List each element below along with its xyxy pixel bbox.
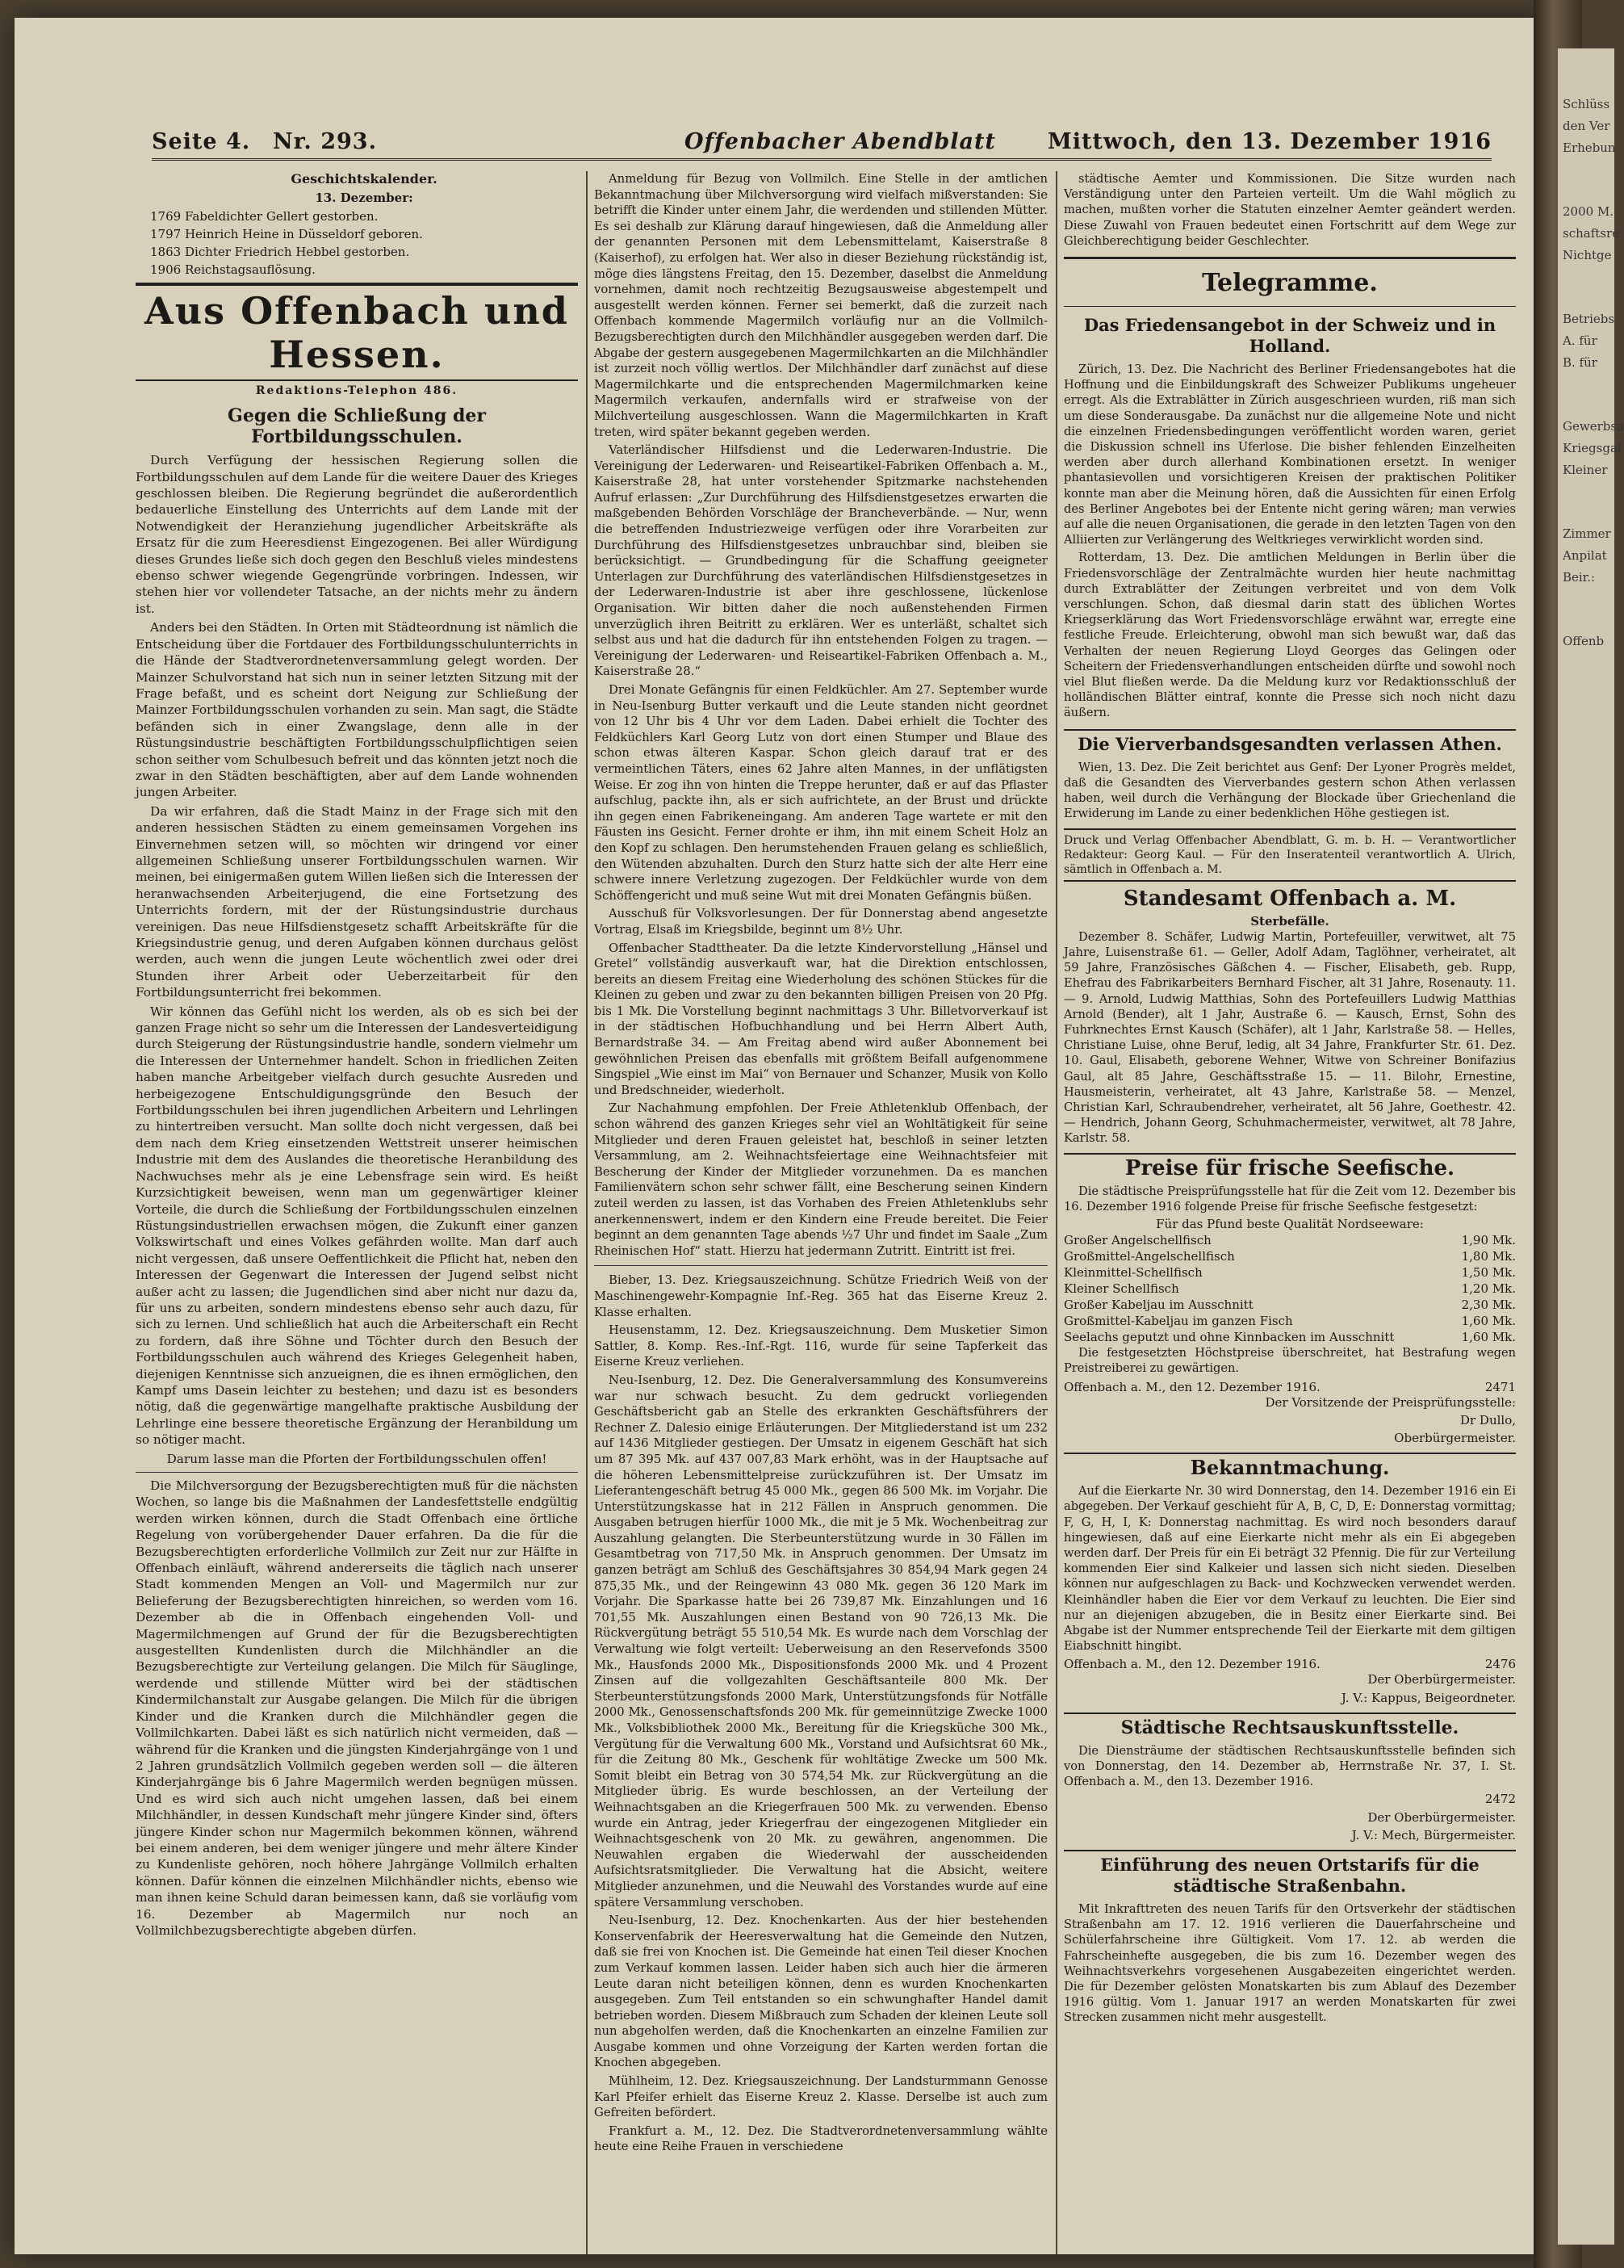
fish-price-row — [1064, 1297, 1516, 1313]
fish-name: Großer Kabeljau im Ausschnitt — [1064, 1297, 1254, 1313]
fish-price: 1,60 Mk. — [1461, 1314, 1516, 1329]
column-3 — [1064, 171, 1516, 2238]
fish-name: Seelachs geputzt und ohne Kinnbacken im Ausschnitt — [1064, 1330, 1395, 1345]
column-1 — [136, 171, 578, 2238]
fish-price-list — [1064, 1232, 1516, 1345]
fish-name: Kleiner Schellfisch — [1064, 1281, 1179, 1297]
adjacent-page-fragment: A. für — [1563, 333, 1597, 348]
announcement-footer — [1064, 1656, 1516, 1672]
adjacent-page-fragment: Schlüss — [1563, 97, 1610, 111]
fish-price-row — [1064, 1313, 1516, 1329]
fish-name: Kleinmittel-Schellfisch — [1064, 1265, 1203, 1281]
column-rule — [586, 171, 588, 2254]
calendar-entry: 1906 Reichstagsauflösung. — [150, 262, 316, 277]
fish-price-row — [1064, 1264, 1516, 1281]
deaths-title: Sterbefälle. — [1250, 913, 1329, 929]
announcement-title: Bekanntmachung. — [1064, 1453, 1516, 1478]
fish-price: 1,20 Mk. — [1461, 1281, 1516, 1297]
fish-prices-note: Die festgesetzten Höchstpreise überschreitet, hat Bestrafung wegen Preistreiberei zu gewärtigen. — [1064, 1346, 1516, 1376]
fish-price-row — [1064, 1232, 1516, 1248]
calendar-entry: 1863 Dichter Friedrich Hebbel gestorben. — [150, 244, 410, 259]
registry-title: Standesamt Offenbach a. M. — [1123, 886, 1457, 911]
peace-offer-title: Das Friedensangebot in der Schweiz und in Holland. — [1083, 315, 1496, 357]
fish-price-row — [1064, 1281, 1516, 1297]
news-item: Offenbacher Stadttheater. Da die letzte Kindervorstellung „Hänsel und Gretel“ vollständig ausverkauft war, hat die Direktion entschlossen, bereits an diesem Freitag eine Wiederholung des schönen Stückes für die Kleinen zu geben und zwar zu den bekannten billigen Preisen von 20 Pfg. bis 1 Mk. Die Vorstellung beginnt nachmittags 3 Uhr. Billetvorverkauf ist in der städtischen Hofbuchhandlung und bei Herrn Albert Auth, Bernardstraße 34. — Am Freitag abend wird außer Abonnement bei gewöhnlichen Preisen das ebenfalls mit größtem Beifall aufgenommene Singspiel „Wie einst im Mai“ von Bernauer und Schanzer, Musik von Kollo und Bredschneider, wiederholt. — [594, 941, 1048, 1097]
fish-price-row — [1064, 1248, 1516, 1264]
legal-office-text: Die Diensträume der städtischen Rechtsauskunftsstelle befinden sich von Donnerstag, den 14. Dezember ab, Herrnstraße Nr. 37, I. St. Offenbach a. M., den 13. Dezember 1916. — [1064, 1743, 1516, 1789]
fish-price: 1,80 Mk. — [1461, 1249, 1516, 1264]
news-item: Rotterdam, 13. Dez. Die amtlichen Meldungen in Berlin über die Friedensvorschläge der Zentralmächte wurden hier heute nachmittag durch Extrablätter der Zeitungen verbreitet und von dem Volk verschlungen. Schon, daß diesmal darin statt des üblichen Wortes Kriegserklärung das Wort Friedensvorschläge erwähnt war, erregte eine festliche Freude. Erleichterung, obwohl man sich bewußt war, daß das Verhalten der neuen Regierung Lloyd Georges das Gelingen oder Scheitern der Friedensverhandlungen entscheiden dürfte und sowohl noch viel Blut fließen werde. Da die Meldung kurz vor Redaktionsschluß der holländischen Blätter eintraf, konnte die Presse sich noch nicht dazu äußern. — [1064, 551, 1516, 720]
fish-price: 2,30 Mk. — [1461, 1297, 1516, 1313]
adjacent-page-fragment: Offenb — [1563, 634, 1605, 648]
signature-line: Der Vorsitzende der Preisprüfungsstelle: — [1265, 1394, 1516, 1410]
issue-number: Nr. 293. — [273, 129, 377, 154]
fish-name: Großmittel-Angelschellfisch — [1064, 1249, 1235, 1264]
adjacent-page-fragment: Anpilat — [1563, 548, 1607, 563]
adjacent-page-fragment: Betriebs — [1563, 312, 1615, 326]
fish-prices-subtitle: Für das Pfund beste Qualität Nordseeware: — [1156, 1216, 1424, 1231]
adjacent-page-fragment: schaftsre — [1563, 226, 1620, 241]
fish-price: 1,90 Mk. — [1461, 1233, 1516, 1248]
news-item: Wien, 13. Dez. Die Zeit berichtet aus Genf: Der Lyoner Progrès meldet, daß die Gesandten des Vierverbandes gestern schon Athen verlassen haben, weil durch die Verhängung der Blockade über Griechenland die Erwiderung im Lande zu einer bedenklichen Höhe gestiegen ist. — [1064, 760, 1516, 821]
adjacent-page-fragment: Zimmer — [1563, 526, 1611, 541]
adjacent-page-fragment: Kleiner — [1563, 463, 1608, 477]
page-header — [152, 126, 1492, 161]
announcement-ref: 2476 — [1484, 1657, 1516, 1672]
athens-title: Die Vierverbandsgesandten verlassen Athen. — [1064, 729, 1516, 755]
signature-line: Dr Dullo, — [1459, 1412, 1516, 1427]
adjacent-page-fragment: den Ver — [1563, 119, 1610, 133]
article-closing: Darum lasse man die Pforten der Fortbildungsschulen offen! — [166, 1451, 547, 1466]
news-item: Mühlheim, 12. Dez. Kriegsauszeichnung. Der Landsturmmann Genosse Karl Pfeifer erhielt das Eiserne Kreuz 2. Klasse. Derselbe ist auch zum Gefreiten befördert. — [594, 2074, 1048, 2120]
legal-office-title: Städtische Rechtsauskunftsstelle. — [1064, 1713, 1516, 1738]
column-rule — [1056, 171, 1057, 2254]
news-item: Ausschuß für Volksvorlesungen. Der für Donnerstag abend angesetzte Vortrag, Elsaß im Kriegsbilde, beginnt um 8½ Uhr. — [594, 907, 1048, 937]
adjacent-page-fragment: Gewerbsa — [1563, 419, 1624, 434]
fish-price: 1,60 Mk. — [1461, 1330, 1516, 1345]
adjacent-page-fragment: Kriegsgal — [1563, 441, 1622, 455]
adjacent-page-edge — [1558, 48, 1624, 2245]
fish-prices-intro: Die städtische Preisprüfungsstelle hat für die Zeit vom 12. Dezember bis 16. Dezember 1916 folgende Preise für frische Seefische festgesetzt: — [1064, 1184, 1516, 1214]
news-item: städtische Aemter und Kommissionen. Die Sitze wurden nach Verständigung unter den Parteien verteilt. Um die Wahl möglich zu machen, mußten vorher die Statuten einzelner Aemter geändert werden. Diese Zuwahl von Frauen bedeutet einen Fortschritt auf dem Wege zur Gleichberechtigung beider Geschlechter. — [1064, 172, 1516, 248]
fish-price-row — [1064, 1329, 1516, 1345]
article-paragraph: Wir können das Gefühl nicht los werden, als ob es sich bei der ganzen Frage nicht so sehr um die Interessen der Landesverteidigung durch Steigerung der Rüstungsindustrie handle, sondern vielmehr um die Interessen der Unternehmer handelt. Schon in friedlichen Zeiten haben manche Arbeitgeber vielfach durch gesuchte Ausreden und herbeigezogene Entschuldigungsgründe den Besuch der Fortbildungsschulen bei ihren jugendlichen Arbeitern und Lehrlingen zu hintertreiben versucht. Man sollte doch nicht vergessen, daß bei dem nach dem Krieg einsetzenden Wettstreit unserer heimischen Industrie mit dem des Auslandes die theoretische Heranbildung des Nachwuchses mehr als je eine Lebensfrage sein wird. Es heißt Kurzsichtigkeit beweisen, wenn man um gegenwärtiger kleiner Vorteile, die durch die Schließung der Fortbildungsschulen einzelnen Rüstungsindustriellen erwachsen mögen, die Zukunft einer ganzen Volkswirtschaft und eines Volkes gefährden wollte. Man darf auch nicht vergessen, daß unsere Oeffentlichkeit die Pflicht hat, neben den Interessen der Gegenwart die Interessen der Jugend selbst nicht außer acht zu lassen; die Jugendlichen sind aber nicht nur dazu da, für uns zu arbeiten, sondern mindestens ebenso sehr auch dazu, für sich zu lernen. Und schließlich hat auch die Arbeiterschaft ein Recht zu fordern, daß ihre Söhne und Töchter durch den Besuch der Fortbildungsschulen auch während des Krieges Gelegenheit haben, diejenigen Kenntnisse sich anzueignen, die es ihnen ermöglichen, den Kampf ums Dasein leichter zu bestehen; und dazu ist es besonders nötig, daß die gegenwärtige mangelhafte praktische Ausbildung der Lehrlinge eine bessere theoretische Ergänzung der Heranbildung um so nötiger macht. — [136, 1004, 578, 1448]
column-2 — [594, 171, 1048, 2238]
section-title: Aus Offenbach und Hessen. — [136, 283, 578, 381]
page-label: Seite 4. — [152, 129, 251, 154]
calendar-title: Geschichtskalender. — [291, 171, 437, 187]
calendar-date: 13. Dezember: — [315, 191, 413, 206]
fish-prices-title: Preise für frische Seefische. — [1064, 1153, 1516, 1179]
news-item: Anmeldung für Bezug von Vollmilch. Eine Stelle in der amtlichen Bekanntmachung über Milchversorgung wird vielfach mißverstanden: Sie betrifft die Kinder unter einem Jahr, die werdenden und stillenden Mütter. Es sei deshalb zur Klärung darauf hingewiesen, daß die Anmeldung aller der genannten Personen mit dem Lebensmittelamt, Kaiserstraße 8 (Kaiserhof), zu erfolgen hat. Wer also in dieser Beziehung rückständig ist, möge dies längstens Freitag, den 15. Dezember, daselbst die Anmeldung vornehmen, damit noch rechtzeitig Bezugsausweise abgestempelt und ausgestellt werden können. Ferner sei bemerkt, daß die zurzeit nach Offenbach kommende Magermilch vorläufig nur an die Vollmilch-Bezugsberechtigten durch den Milchhändler ausgegeben werden darf. Die Abgabe der gestern ausgegebenen Magermilchkarten an die Milchhändler ist zurzeit noch völlig wertlos. Der Milchhändler darf zunächst auf diese Magermilchkarte und die entsprechenden Magermilchmarken keine Magermilch verkaufen, andernfalls wird er strafweise von der Milchverteilung ausgeschlossen. Wann die Magermilchkarten in Kraft treten, wird später bekannt gegeben werden. — [594, 172, 1048, 439]
fish-name: Großmittel-Kabeljau im ganzen Fisch — [1064, 1314, 1293, 1329]
announcement-place: Offenbach a. M., den 12. Dezember 1916. — [1064, 1657, 1321, 1672]
imprint: Druck und Verlag Offenbacher Abendblatt, G. m. b. H. — Verantwortlicher Redakteur: Georg Kaul. — Für den Inseratenteil verantwortlich A. Ulrich, sämtlich in Offenbach a. M. — [1064, 828, 1516, 882]
article-paragraph: Die Milchversorgung der Bezugsberechtigten muß für die nächsten Wochen, so lange bis die Maßnahmen der Landesfettstelle endgültig werden wirken können, durch die Stadt Offenbach eine örtliche Regelung von vorübergehender Dauer erfahren. Da die für die Bezugsberechtigten erforderliche Vollmilch zur Zeit nur zur Hälfte in Offenbach einläuft, während andererseits die täglich nach unserer Stadt kommenden Mengen an Voll- und Magermilch nur zur Belieferung der Bezugsberechtigten hinreichen, so werden vom 16. Dezember ab die in Offenbach eingehenden Voll- und Magermilchmengen auf Grund der für die Bezugsberechtigten ausgestellten Kundenlisten durch die Milchhändler an die Bezugsberechtigte zur Verteilung gelangen. Die Milch für Säuglinge, werdende und stillende Mütter wird bei der städtischen Kindermilchanstalt zur Ausgabe gelangen. Die Milch für die übrigen Kinder und die Kranken durch die Milchhändler gegen die Vollmilchkarten. Dabei läßt es sich natürlich nicht vermeiden, daß — während für die Kranken und die jüngsten Kinderjahrgänge von 1 und 2 Jahren grundsätzlich Vollmilch gegeben werden soll — die älteren Kinderjahrgänge bis 6 Jahre Magermilch werden begnügen müssen. Und es wird sich auch nicht umgehen lassen, daß bei einem Milchhändler, in dessen Kundschaft mehr jüngere Kinder sind, öfters jüngere Kinder schon nur Magermilch bekommen können, während bei einem anderen, bei dem weniger jüngere und mehr ältere Kinder zu Kundenliste gehören, noch höhere Jahrgänge Vollmilch erhalten können. Dafür können die einzelnen Milchhändler nichts, ebenso wie man ihnen keine Schuld daran beimessen kann, daß sie vorläufig vom 16. Dezember ab Magermilch nur noch an Vollmilchbezugsberechtigte abgeben dürfen. — [136, 1478, 578, 1938]
fish-name: Großer Angelschellfisch — [1064, 1233, 1212, 1248]
signature-line: J. V.: Mech, Bürgermeister. — [1351, 1827, 1516, 1842]
article-paragraph: Durch Verfügung der hessischen Regierung sollen die Fortbildungsschulen auf dem Lande für die weitere Dauer des Krieges geschlossen bleiben. Die Regierung begründet die außerordentlich bedauerliche Einstellung des Unterrichts auf dem Lande mit der Notwendigkeit der Heranziehung jugendlicher Arbeitskräfte als Ersatz für die zum Heeresdienst Eingezogenen. Bei aller Würdigung dieses Grundes ließe sich doch gegen den Beschluß vieles mindestens ebenso schwer wiegende Gegengründe vorbringen. Indessen, wir stehen hier vor vollendeter Tatsache, an der nichts mehr zu ändern ist. — [136, 453, 578, 616]
news-item: Bieber, 13. Dez. Kriegsauszeichnung. Schütze Friedrich Weiß von der Maschinengewehr-Kompagnie Inf.-Reg. 365 hat das Eiserne Kreuz 2. Klasse erhalten. — [594, 1273, 1048, 1319]
article-title: Gegen die Schließung der Fortbildungsschulen. — [228, 405, 486, 448]
announcement-text: Auf die Eierkarte Nr. 30 wird Donnerstag, den 14. Dezember 1916 ein Ei abgegeben. Der Verkauf geschieht für A, B, C, D, E: Donnerstag vormittag; F, G, H, I, K: Donnerstag nachmittag. Es wird noch besonders darauf hingewiesen, daß auf eine Eierkarte nicht mehr als ein Ei abgegeben werden darf. Der Preis für ein Ei beträgt 32 Pfennig. Die für zur Verteilung kommenden Eier sind Kalkeier und lassen sich nicht sieden. Dieselben können nur aufgeschlagen zu Back- und Kochzwecken verwendet werden. Kleinhändler haben die Eier vor dem Verkauf zu leuchten. Die Eier sind nur an diejenigen abzugeben, die in Besitz einer Eierkarte sind. Bei Abgabe ist der Nummer entsprechende Teil der Eierkarte mit dem giltigen Eiabschnitt hingibt. — [1064, 1484, 1516, 1654]
fish-prices-footer — [1064, 1379, 1516, 1395]
calendar-entry: 1769 Fabeldichter Gellert gestorben. — [150, 208, 379, 224]
newspaper-page — [15, 18, 1548, 2254]
history-calendar — [136, 171, 578, 278]
news-item: Drei Monate Gefängnis für einen Feldküchler. Am 27. September wurde in Neu-Isenburg Butter verkauft und die Leute standen nicht geordnet von 12 Uhr bis 4 Uhr vor dem Laden. Dabei erhielt die Tochter des Feldküchlers Karl Georg Lutz von dort einen Stumper und Blaue des schon etwas älteren Kaspar. Schon gleich darauf trat er des vermeintlichen Täters, eines 62 Jahre alten Mannes, in der unflätigsten Weise. Er zog ihn von hinten die Treppe herunter, daß er auf das Pflaster aufschlug, packte ihn, als er sich aufrichtete, an der Brust und drückte ihn gegen einen Fabrikeneingang. Am anderen Tage wartete er mit den Fäusten ins Gesicht. Ferner drohte er ihm, ihn mit einem Scheit Holz an den Kopf zu schlagen. Den herumstehenden Frauen gelang es schließlich, den Wütenden abzuhalten. Durch den Sturz hatte sich der alte Herr eine schwere innere Verletzung zugezogen. Der Feldküchler wurde von dem Schöffengericht und muß seine Wut mit drei Monaten Gefängnis büßen. — [594, 683, 1048, 903]
issue-date: Mittwoch, den 13. Dezember 1916 — [1047, 129, 1492, 154]
news-item: Neu-Isenburg, 12. Dez. Die Generalversammlung des Konsumvereins war nur schwach besucht. Zu dem gedruckt vorliegenden Geschäftsbericht gab an Stelle des erkrankten Geschäftsführers der Rechner Z. Dalesio einige Erläuterungen. Der Mitgliederstand ist um 232 auf 1436 Mitglieder gestiegen. Der Umsatz in eigenem Geschäft hat sich um 87 395 Mk. auf 437 007,83 Mark erhöht, was in der Hauptsache auf die höheren Lebensmittelpreise zurückzuführen ist. Der Umsatz im Lieferantengeschäft betrug 45 000 Mk., gegen 86 500 Mk. im Vorjahr. Die Unterstützungskasse hat in 212 Fällen in Anspruch genommen. Die Ausgaben betrugen hierfür 1000 Mk., die mit je 5 Mk. Wochenbeitrag zur Auszahlung gelangten. Die Sterbeunterstützung wurde in 30 Fällen im Gesamtbetrag von 717,50 Mk. in Anspruch genommen. Der Umsatz im ganzen beträgt am Schluß des Geschäftsjahres 30 854,94 Mark gegen 24 875,35 Mk., und der Reingewinn 43 080 Mk. gegen 36 120 Mark im Vorjahr. Die Sparkasse hatte bei 26 739,87 Mk. Einzahlungen und 16 701,55 Mk. Auszahlungen einen Bestand von 90 726,13 Mk. Die Rückvergütung beträgt 55 510,54 Mk. Es wurde nach dem Vorschlag der Verwaltung wie folgt verteilt: Ueberweisung an den Reservefonds 3500 Mk., Hausfonds 2000 Mk., Dispositionsfonds 2000 Mk. und 4 Prozent Zinsen auf die vollgezahlten Geschäftsanteile 800 Mk. Der Sterbeunterstützungsfonds 2000 Mark, Unterstützungsfonds für Notfälle 2000 Mk., Genossenschaftsfonds 200 Mk. für gemeinnützige Zwecke 1000 Mk., Volksbibliothek 2000 Mk., Bereitung für die Kriegsküche 300 Mk., Vergütung für die Verwaltung 600 Mk., Vorstand und Aufsichtsrat 60 Mk., für die Zeitung 80 Mk., Geschenk für wohltätige Zwecke um 500 Mk. Somit bleibt ein Betrag von 30 574,54 Mk. zur Rückvergütung an die Mitglieder übrig. Es wurde beschlossen, an der Verteilung der Weihnachtsgaben an die Kriegerfrauen 500 Mk. zu verwenden. Ebenso wurde ein Antrag, jeder Kriegerfrau der eingezogenen Mitglieder ein Weihnachtsgeschenk von 20 Mk. zu gewähren, angenommen. Die Neuwahlen ergaben die Wiederwahl der ausscheidenden Aufsichtsratsmitglieder. Die Verwaltung hat die Absicht, weitere Mitglieder anzunehmen, und die Neuwahl des Vorstandes wurde auf eine spätere Versammlung verschoben. — [594, 1373, 1048, 1910]
editorial-phone: Redaktions-Telephon 486. — [255, 384, 458, 397]
fish-price: 1,50 Mk. — [1461, 1265, 1516, 1281]
tariff-title: Einführung des neuen Ortstarifs für die städtische Straßenbahn. — [1064, 1850, 1516, 1897]
fish-prices-ref: 2471 — [1484, 1379, 1516, 1394]
signature-line: J. V.: Kappus, Beigeordneter. — [1341, 1690, 1516, 1705]
article-paragraph: Da wir erfahren, daß die Stadt Mainz in der Frage sich mit den anderen hessischen Städten zu einem gemeinsamen Vorgehen ins Einvernehmen setzen will, so möchten wir dringend vor einer allgemeinen Schließung unserer Fortbildungsschulen warnen. Wir meinen, bei einigermaßen gutem Willen ließen sich die Interessen der heranwachsenden Arbeiterjugend, die eine Fortsetzung des Unterrichts fordern, mit der der Rüstungsindustrie durchaus vereinigen. Das neue Hilfsdienstgesetz schafft Arbeitskräfte für die Kriegsindustrie genug, und deren Aufgaben können durchaus gelöst werden, auch wenn die jungen Leute wöchentlich zwei oder drei Stunden ihrer Arbeit oder Ueberzeitarbeit für den Fortbildungsunterricht frei bekommen. — [136, 803, 578, 1000]
adjacent-page-fragment: 2000 M. — [1563, 204, 1614, 219]
signature-line: Oberbürgermeister. — [1394, 1430, 1516, 1445]
article-paragraph: Anders bei den Städten. In Orten mit Städteordnung ist nämlich die Entscheidung über die Fortdauer des Fortbildungsschulunterrichts in die Hände der Stadtverordnetenversammlung gelegt worden. Der Mainzer Schulvorstand hat sich nun in seiner letzten Sitzung mit der Frage befaßt, und es scheint dort Neigung zur Schließung der Mainzer Fortbildungsschulen vorhanden zu sein. Man sagt, die Städte befänden sich in einer Zwangslage, denn alle in der Rüstungsindustrie beschäftigten Fortbildungsschulpflichtigen seien schon seither vom Schulbesuch befreit und das könnten jetzt noch die zwar in den Städten beschäftigten, aber auf dem Lande wohnenden jungen Arbeiter. — [136, 620, 578, 800]
news-item: Vaterländischer Hilfsdienst und die Lederwaren-Industrie. Die Vereinigung der Lederwaren- und Reiseartikel-Fabriken Offenbach a. M., Kaiserstraße 28, hat unter vorstehender Spitzmarke nachstehenden Aufruf erlassen: „Zur Durchführung des Hilfsdienstgesetzes erwarten die maßgebenden Behörden Vorschläge der Brancheverbände. — Nur, wenn die betreffenden Industriezweige verfügen oder ihre Vorarbeiten zur Durchführung des Hilfsdienstgesetzes unbrauchbar sind, bleiben sie berücksichtigt. — Grundbedingung für die Schaffung geeigneter Unterlagen zur Durchführung des vaterländischen Hilfsdienstgesetzes in der Lederwaren-Industrie ist aber ihre geschlossene, lückenlose Organisation. Wir bitten daher die noch außenstehenden Firmen unverzüglich ihren Beitritt zu erklären. Wer es unterläßt, schaltet sich selbst aus und hat die dadurch für ihn entstehenden Folgen zu tragen. — Vereinigung der Lederwaren- und Reiseartikel-Fabriken Offenbach a. M., Kaiserstraße 28.“ — [594, 443, 1048, 679]
news-item: Frankfurt a. M., 12. Dez. Die Stadtverordnetenversammlung wählte heute eine Reihe Frauen in verschiedene — [594, 2123, 1048, 2154]
news-item: Zur Nachahmung empfohlen. Der Freie Athletenklub Offenbach, der schon während des ganzen Krieges sehr viel an Wohltätigkeit für seine Mitglieder und deren Frauen geleistet hat, beschloß in seiner letzten Versammlung, am 2. Weihnachtsfeiertage eine Weihnachtsfeier mit Bescherung der Kinder der Mitglieder vorzunehmen. Da es manchen Familienvätern schon sehr schwer fällt, eine Bescherung seinen Kindern zuteil werden zu lassen, ist das Vorhaben des Freien Athletenklubs sehr anerkennenswert, indem er den Kindern eine Freude bereitet. Die Feier beginnt an dem genannten Tage abends ½7 Uhr und findet im Saale „Zum Rheinischen Hof“ statt. Hierzu hat jedermann Zutritt. Eintritt ist frei. — [594, 1101, 1048, 1258]
adjacent-page-fragment: Beir.: — [1563, 570, 1596, 585]
news-item: Neu-Isenburg, 12. Dez. Knochenkarten. Aus der hier bestehenden Konservenfabrik der Heeresverwaltung hat die Gemeinde den Nutzen, daß sie frei von Knochen ist. Die Gemeinde hat einen Teil dieser Knochen zum Verkauf kommen lassen. Leider haben sich auch hier die ärmeren Leute daran nicht beteiligen können, denn es wurden Knochenkarten ausgegeben. Zum Teil entstanden so ein schwunghafter Handel damit betrieben worden. Diesem Mißbrauch zum Schaden der kleinen Leute soll nun abgeholfen werden, daß die Knochenkarten an einzelne Familien zur Ausgabe kommen und ohne Vorzeigung der Karten werden fortan die Knochen abgegeben. — [594, 1914, 1048, 2070]
news-item: Zürich, 13. Dez. Die Nachricht des Berliner Friedensangebotes hat die Hoffnung und die Einbildungskraft des Schweizer Publikums ungeheuer erregt. Als die Extrablätter in Zürich ausgeschrieen wurden, riß man sich um diese Sonderausgabe. Da zunächst nur die allgemeine Note und nicht die einzelnen Friedensbedingungen veröffentlicht worden waren, geriet die Diskussion schnell ins Uferlose. Die bisher fehlenden Einzelheiten werden aber durch allerhand Kombinationen ersetzt. In weniger phantasievollen und vorsichtigeren Kreisen der praktischen Politiker konnte man aber die Meinung hören, daß die Aussichten für einen Erfolg des Berliner Angebotes bei der Entente nicht gering wären; man verwies auf alle die neuen Organisationen, die gerade in den letzten Tagen von den Alliierten zur Verlängerung des Weltkrieges verwirklicht worden sind. — [1064, 363, 1516, 547]
telegrams-box — [1064, 257, 1516, 307]
tariff-text: Mit Inkrafttreten des neuen Tarifs für den Ortsverkehr der städtischen Straßenbahn am 17. 12. 1916 verlieren die Dauerfahrscheine und Schülerfahrscheine ihre Gültigkeit. Vom 17. 12. ab werden die Fahrscheinhefte ausgegeben, die bis zum 16. Dezember wegen des Weihnachtsverkehrs vorgesehenen Ausgabezeiten eingerichtet werden. Die für Dezember gelösten Monatskarten bis zum Ablauf des Dezember 1916 gültig. Vom 1. Januar 1917 an werden Monatskarten für zwei Strecken zusammen nicht mehr ausgestellt. — [1064, 1902, 1516, 2025]
news-item: Heusenstamm, 12. Dez. Kriegsauszeichnung. Dem Musketier Simon Sattler, 8. Komp. Res.-Inf.-Rgt. 116, wurde für seine Tapferkeit das Eiserne Kreuz verliehen. — [594, 1323, 1048, 1369]
legal-office-ref: 2472 — [1484, 1792, 1516, 1807]
calendar-entry: 1797 Heinrich Heine in Düsseldorf geboren. — [150, 226, 423, 241]
adjacent-page-fragment: Nichtge — [1563, 248, 1612, 262]
newspaper-name: Offenbacher Abendblatt — [684, 129, 996, 154]
deaths-list: Dezember 8. Schäfer, Ludwig Martin, Portefeuiller, verwitwet, alt 75 Jahre, Luisenstraße 61. — Geller, Adolf Adam, Taglöhner, verheiratet, alt 59 Jahre, Französisches Gäßchen 4. — Fischer, Elisabeth, geb. Rupp, Ehefrau des Fabrikarbeiters Bernhard Fischer, alt 31 Jahre, Rosenauty. 11. — 9. Arnold, Ludwig Matthias, Sohn des Portefeuillers Ludwig Matthias Arnold (Bender), alt 1 Jahr, Austraße 6. — Kausch, Ernst, Sohn des Fuhrknechtes Ernst Kausch (Schäfer), alt 1 Jahr, Karlstraße 58. — Helles, Christiane Luise, ohne Beruf, ledig, alt 34 Jahre, Frankfurter Str. 61. Dez. 10. Gaul, Elisabeth, geborene Wehner, Witwe von Schreiner Bonifazius Gaul, alt 85 Jahre, Geschäftsstraße 15. — 11. Bilohr, Ernestine, Hausmeisterin, verheiratet, alt 43 Jahre, Karlstraße 58. — Menzel, Christian Karl, Schraubendreher, verheiratet, alt 56 Jahre, Goethestr. 42. — Hendrich, Johann Georg, Schuhmachermeister, verwitwet, alt 78 Jahre, Karlstr. 58. — [1064, 929, 1516, 1146]
telegrams-title: Telegramme. — [1202, 269, 1378, 298]
adjacent-page-fragment: B. für — [1563, 355, 1597, 370]
signature-line: Der Oberbürgermeister. — [1367, 1672, 1516, 1687]
adjacent-page-fragment: Erhebun — [1563, 140, 1616, 155]
signature-line: Der Oberbürgermeister. — [1367, 1809, 1516, 1825]
fish-prices-place: Offenbach a. M., den 12. Dezember 1916. — [1064, 1379, 1321, 1394]
